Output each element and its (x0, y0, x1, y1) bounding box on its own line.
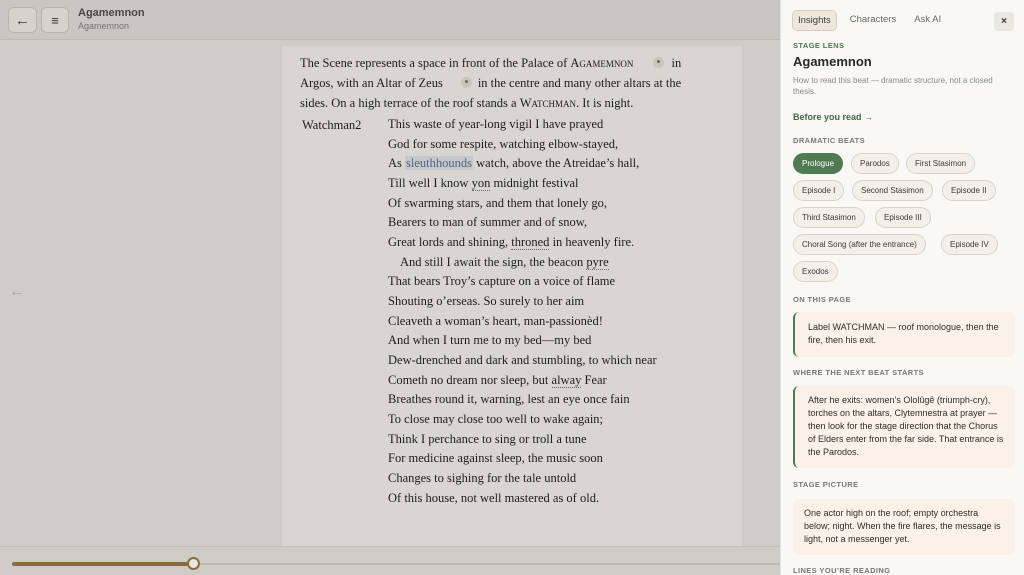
beat-pill-prologue[interactable]: Prologue (793, 153, 843, 174)
verse-line: God for some respite, watching elbow-stayed, (388, 137, 619, 151)
beat-pill-parodos[interactable]: Parodos (851, 153, 899, 174)
close-icon: × (1001, 16, 1007, 27)
panel-description: How to read this beat — dramatic structure, not a closed thesis. (793, 76, 993, 96)
speaker-label[interactable]: Watchman2 (302, 118, 362, 132)
verse-line: That bears Troy’s capture on a voice of flame (388, 274, 616, 288)
book-subtitle: Agamemnon (78, 21, 130, 31)
tab-characters[interactable]: Characters (849, 14, 897, 25)
verse-line: Breathes round it, warning, lest an eye once fain (388, 392, 630, 406)
reader-header (0, 0, 780, 40)
glossed-word[interactable]: yon (471, 176, 491, 190)
stage-direction-line: sides. On a high terrace of the roof stands a Watchman. It is night. (300, 96, 634, 110)
on-this-page-label: ON THIS PAGE (793, 295, 851, 304)
progress-fill (12, 562, 193, 566)
verse-line: And still I await the sign, the beacon pyre (400, 255, 609, 269)
character-chip-icon[interactable] (461, 77, 472, 88)
panel-title: Agamemnon (793, 54, 872, 69)
tab-ask-ai[interactable]: Ask AI (914, 14, 942, 25)
glossed-word[interactable]: pyre (586, 255, 609, 269)
back-button[interactable] (8, 7, 37, 33)
reading-page (282, 46, 742, 546)
progress-bar-area (0, 546, 780, 575)
glossed-word[interactable]: alway (551, 373, 582, 387)
panel-tabs (792, 10, 946, 32)
beat-pill-episode-2[interactable]: Episode II (942, 180, 996, 201)
stage-direction-line: Argos, with an Altar of Zeus in the centre and many other altars at the (300, 76, 682, 90)
dramatic-beats-label: DRAMATIC BEATS (793, 136, 865, 145)
back-arrow-icon: ← (15, 11, 30, 29)
hamburger-icon: ≡ (51, 12, 59, 28)
beat-pill-episode-3[interactable]: Episode III (875, 207, 931, 228)
beat-pill-third-stasimon[interactable]: Third Stasimon (793, 207, 865, 228)
book-title: Agamemnon (78, 7, 145, 19)
verse-line: Changes to sighing for the tale untold (388, 471, 577, 485)
beat-pill-choral-song[interactable]: Choral Song (after the entrance) (793, 234, 926, 255)
beat-pill-exodos[interactable]: Exodos (793, 261, 838, 282)
on-this-page-card (793, 312, 1015, 357)
verse-line: As sleuthhounds watch, above the Atreidae’s hall, (388, 156, 640, 170)
stage-picture-label: STAGE PICTURE (793, 480, 859, 489)
menu-button[interactable] (41, 7, 69, 33)
verse-line: Dew-drenched and dark and stumbling, to which near (388, 353, 657, 367)
verse-line: And when I turn me to my bed—my bed (388, 333, 592, 347)
verse-line: Of swarming stars, and them that lonely go, (388, 196, 608, 210)
stage-direction-line: The Scene represents a space in front of the Palace of Agamemnon in (300, 56, 682, 70)
verse-line: Shouting o’erseas. So surely to her aim (388, 294, 585, 308)
close-button[interactable] (994, 12, 1014, 31)
next-beat-text: After he exits: women’s Ololûgê (triumph-cry), torches on the altars, Clytemnestra at prayer — then look for the stage direction that the Chorus of Elders enter from the far side. That entrance is the Parodos. (808, 395, 1004, 457)
verse-line: Bearers to man of summer and of snow, (388, 215, 588, 229)
beat-pill-episode-4[interactable]: Episode IV (941, 234, 998, 255)
verse-line: Till well I know yon midnight festival (388, 176, 579, 190)
verse-line: This waste of year-long vigil I have prayed (388, 117, 604, 131)
verse-line: For medicine against sleep, the music soon (388, 451, 603, 465)
on-this-page-text: Label WATCHMAN — roof monologue, then the fire, then his exit. (808, 322, 999, 345)
highlighted-word[interactable]: sleuthhounds (406, 156, 473, 170)
beat-pill-first-stasimon[interactable]: First Stasimon (906, 153, 975, 174)
stage-picture-card (793, 499, 1015, 555)
previous-page-arrow-icon[interactable]: ← (9, 283, 25, 300)
verse-line: To close may close too well to wake again; (388, 412, 604, 426)
beat-pill-episode-1[interactable]: Episode I (793, 180, 844, 201)
verse-line: Great lords and shining, throned in heavenly fire. (388, 235, 635, 249)
beat-pill-second-stasimon[interactable]: Second Stasimon (852, 180, 933, 201)
character-chip-icon[interactable] (653, 57, 664, 68)
stage-lens-label: STAGE LENS (793, 41, 845, 50)
next-beat-label: WHERE THE NEXT BEAT STARTS (793, 368, 924, 377)
next-beat-card (793, 386, 1015, 468)
stage-picture-text: One actor high on the roof; empty orchestra below; night. When the fire flares, the message is light, not a messenger yet. (804, 508, 1001, 544)
lines-reading-label: LINES YOU’RE READING (793, 566, 891, 575)
verse-line: Of this house, not well mastered as of old. (388, 491, 600, 505)
glossed-word[interactable]: throned (511, 235, 550, 249)
before-you-read-link[interactable]: Before you read → (793, 112, 874, 122)
progress-slider-thumb[interactable] (187, 557, 200, 570)
verse-line: Cleaveth a woman’s heart, man-passionèd! (388, 314, 603, 328)
verse-line: Cometh no dream nor sleep, but alway Fear (388, 373, 607, 387)
tab-insights[interactable]: Insights (792, 10, 837, 31)
insights-panel (780, 0, 1024, 575)
verse-line: Think I perchance to sing or troll a tune (388, 432, 587, 446)
